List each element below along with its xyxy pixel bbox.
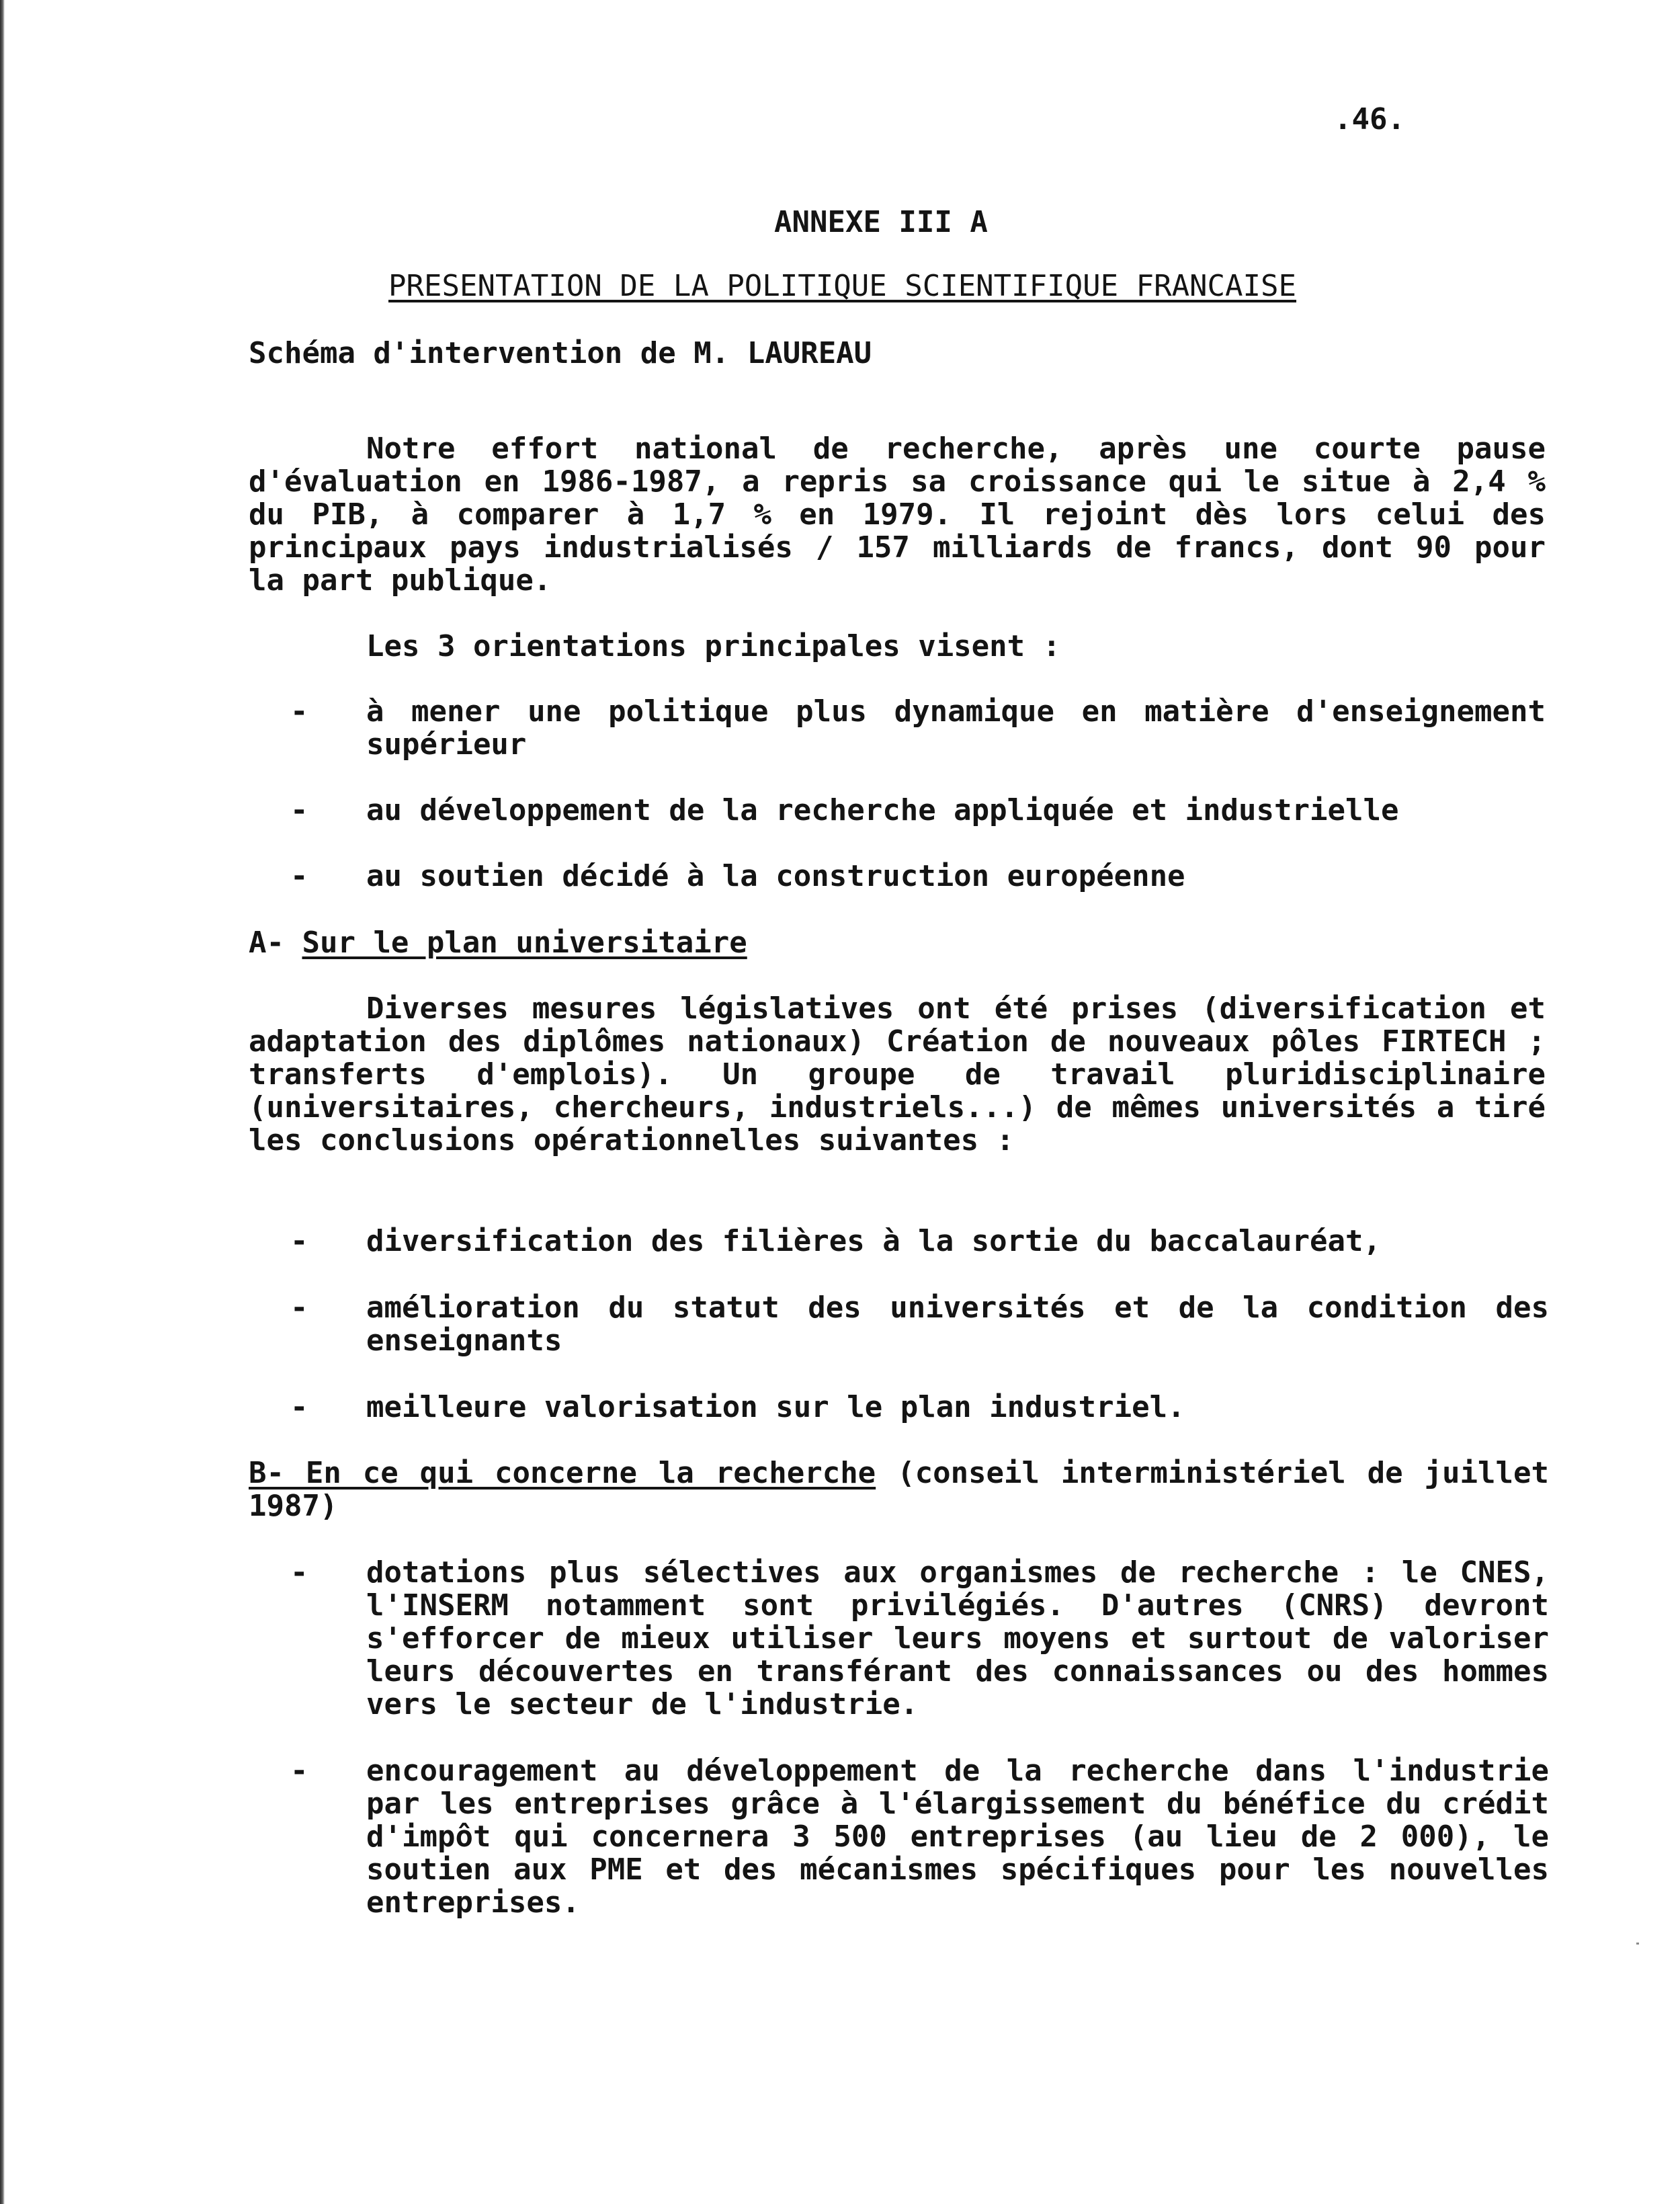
list-dash: - xyxy=(290,1754,308,1788)
section-b-item-1: dotations plus sélectives aux organismes de recherche : le CNES, l'INSERM notamment sont privilégiés. D'autres (CNRS) devront s'efforcer de mieux utiliser leurs moyens et surtout de valoriser leurs découvertes en transférant des connaissances ou des hommes vers le secteur de l'industrie. xyxy=(366,1555,1549,1721)
section-a-paragraph: Diverses mesures législatives ont été prises (diversification et adaptation des diplômes nationaux) Création de nouveaux pôles FIRTECH ; transferts d'emplois). Un groupe de travail pluridisciplinaire (universitaires, chercheurs, industriels...) de mêmes universités a tiré les conclusions opérationnelles suivantes : xyxy=(249,991,1546,1157)
section-a-heading xyxy=(249,926,747,959)
list-dash: - xyxy=(290,694,308,729)
page-number: .46. xyxy=(1334,102,1405,136)
section-a-item-2: amélioration du statut des universités et de la condition des enseignants xyxy=(366,1291,1549,1358)
intervention-schema-line: Schéma d'intervention de M. LAUREAU xyxy=(249,336,872,370)
section-a-item-3: meilleure valorisation sur le plan industriel. xyxy=(366,1390,1185,1424)
annex-title: ANNEXE III A xyxy=(774,205,988,239)
section-b-heading-block xyxy=(249,1457,1549,1522)
orientation-item-2: au développement de la recherche appliquée et industrielle xyxy=(366,793,1399,827)
list-dash: - xyxy=(290,1224,308,1258)
page-left-edge-shadow xyxy=(0,0,5,2204)
list-dash: - xyxy=(290,1390,308,1424)
list-dash: - xyxy=(290,859,308,893)
section-b-heading: B- En ce qui concerne la recherche xyxy=(249,1456,876,1490)
section-a-item-1: diversification des filières à la sortie du baccalauréat, xyxy=(366,1224,1381,1258)
list-dash: - xyxy=(290,793,308,827)
main-title: PRESENTATION DE LA POLITIQUE SCIENTIFIQUE FRANCAISE xyxy=(388,269,1297,303)
section-b-heading-rest: (conseil interministériel de juillet 1987) xyxy=(249,1456,1549,1523)
section-a-title: Sur le plan universitaire xyxy=(302,926,747,960)
scan-speck xyxy=(1636,1943,1639,1945)
section-a-prefix: A- xyxy=(249,926,284,960)
list-dash: - xyxy=(290,1555,308,1590)
orientations-intro: Les 3 orientations principales visent : xyxy=(366,629,1061,663)
orientation-item-1: à mener une politique plus dynamique en matière d'enseignement supérieur xyxy=(366,694,1546,762)
section-b-item-2: encouragement au développement de la recherche dans l'industrie par les entreprises grâce à l'élargissement du bénéfice du crédit d'impôt qui concernera 3 500 entreprises (au lieu de 2 000), le soutien aux PME et des mécanismes spécifiques pour les nouvelles entreprises. xyxy=(366,1754,1549,1920)
list-dash: - xyxy=(290,1291,308,1325)
orientation-item-3: au soutien décidé à la construction européenne xyxy=(366,859,1185,893)
intro-paragraph: Notre effort national de recherche, après une courte pause d'évaluation en 1986-1987, a repris sa croissance qui le situe à 2,4 % du PIB, à comparer à 1,7 % en 1979. Il rejoint dès lors celui des principaux pays industrialisés / 157 milliards de francs, dont 90 pour la part publique. xyxy=(249,432,1546,598)
